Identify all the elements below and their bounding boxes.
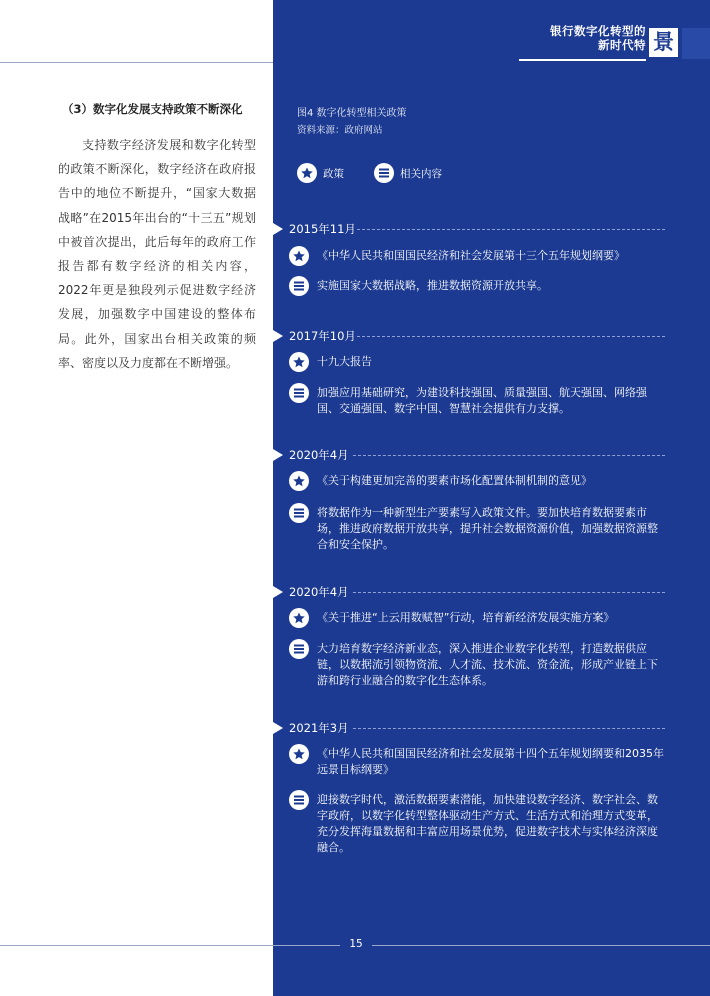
header-divider [0, 62, 273, 63]
timeline-content [289, 503, 667, 553]
header-title [496, 24, 646, 52]
timeline-dash [357, 229, 665, 230]
star-icon [289, 744, 309, 764]
timeline-dash [353, 455, 665, 456]
timeline-marker [273, 722, 283, 734]
star-icon [289, 246, 309, 266]
timeline-date: 2020年4月 [289, 448, 349, 462]
timeline-policy-text: 十九大报告 [317, 355, 372, 368]
header-title-line1: 银行数字化转型的 [550, 24, 646, 38]
timeline-content-text: 加强应用基础研究，为建设科技强国、质量强国、航天强国、网络强国、交通强国、数字中国、智慧社会提供有力支撑。 [317, 386, 647, 415]
timeline-date-row [273, 328, 710, 344]
page-number: 15 [349, 938, 363, 950]
timeline-date-row [273, 720, 710, 736]
timeline-date: 2015年11月 [289, 222, 356, 236]
timeline-marker [273, 586, 283, 598]
timeline-date-row [273, 447, 710, 463]
timeline-marker [273, 223, 283, 235]
star-icon [289, 471, 309, 491]
timeline-dash [353, 728, 665, 729]
timeline-policy [289, 352, 667, 372]
figure-source: 资料来源：政府网站 [297, 125, 383, 136]
section-body: 支持数字经济发展和数字化转型的政策不断深化，数字经济在政府报告中的地位不断提升，“国家大数据战略”在2015年出台的“十三五”规划中被首次提出，此后每年的政府工作报告都有数字经济的相关内容，2022年更是独段列示促进数字经济发展，加强数字中国建设的整体布局。此外，国家出台相关政策的频率、密度以及力度都在不断增强。 [58, 138, 256, 370]
timeline-content [289, 383, 667, 417]
timeline-date: 2017年10月 [289, 329, 356, 343]
legend-content-label: 相关内容 [400, 167, 442, 180]
figure-legend [297, 162, 472, 184]
timeline-marker [273, 449, 283, 461]
timeline-date: 2021年3月 [289, 721, 349, 735]
legend-policy [297, 163, 344, 183]
star-icon [297, 163, 317, 183]
timeline-content-text: 迎接数字时代，激活数据要素潜能，加快建设数字经济、数字社会、数字政府，以数字化转型整体驱动生产方式、生活方式和治理方式变革，充分发挥海量数据和丰富应用场景优势，促进数字技术与实体经济深度融合。 [317, 793, 658, 854]
timeline-dash [353, 592, 665, 593]
list-icon [374, 163, 394, 183]
timeline-policy [289, 246, 667, 266]
header-underline [519, 59, 646, 61]
section-heading: （3）数字化发展支持政策不断深化 [62, 102, 243, 116]
figure-title: 图4 数字化转型相关政策 [297, 108, 407, 119]
timeline-date-row [273, 584, 710, 600]
header-logo: 景 [649, 28, 678, 57]
legend-policy-label: 政策 [323, 167, 344, 180]
timeline-date-row [273, 221, 710, 237]
timeline-content-text: 大力培育数字经济新业态，深入推进企业数字化转型，打造数据供应链，以数据流引领物资流、人才流、技术流、资金流，形成产业链上下游和跨行业融合的数字化生态体系。 [317, 642, 658, 687]
timeline-policy [289, 744, 667, 778]
timeline-policy-text: 《关于构建更加完善的要素市场化配置体制机制的意见》 [317, 474, 592, 487]
footer-line [372, 945, 710, 946]
timeline-policy-text: 《中华人民共和国国民经济和社会发展第十四个五年规划纲要和2035年远景目标纲要》 [317, 747, 664, 776]
list-icon [289, 383, 309, 403]
timeline-policy [289, 608, 667, 628]
timeline-date: 2020年4月 [289, 585, 349, 599]
timeline-policy-text: 《关于推进“上云用数赋智”行动，培育新经济发展实施方案》 [317, 611, 615, 624]
timeline-marker [273, 330, 283, 342]
header-title-line2: 新时代特 [598, 38, 646, 52]
list-icon [289, 639, 309, 659]
footer-line [0, 945, 340, 946]
timeline-content [289, 276, 667, 296]
timeline-content [289, 790, 667, 856]
timeline-content [289, 639, 667, 689]
timeline-policy-text: 《中华人民共和国国民经济和社会发展第十三个五年规划纲要》 [317, 249, 625, 262]
star-icon [289, 352, 309, 372]
star-icon [289, 608, 309, 628]
legend-content [374, 163, 442, 183]
timeline-policy [289, 471, 667, 491]
header-logo-bar [682, 28, 710, 59]
timeline-dash [357, 336, 665, 337]
list-icon [289, 503, 309, 523]
timeline-content-text: 实施国家大数据战略，推进数据资源开放共享。 [317, 279, 548, 292]
timeline-content-text: 将数据作为一种新型生产要素写入政策文件。要加快培育数据要素市场，推进政府数据开放共享，提升社会数据资源价值，加强数据资源整合和安全保护。 [317, 506, 658, 551]
list-icon [289, 276, 309, 296]
list-icon [289, 790, 309, 810]
